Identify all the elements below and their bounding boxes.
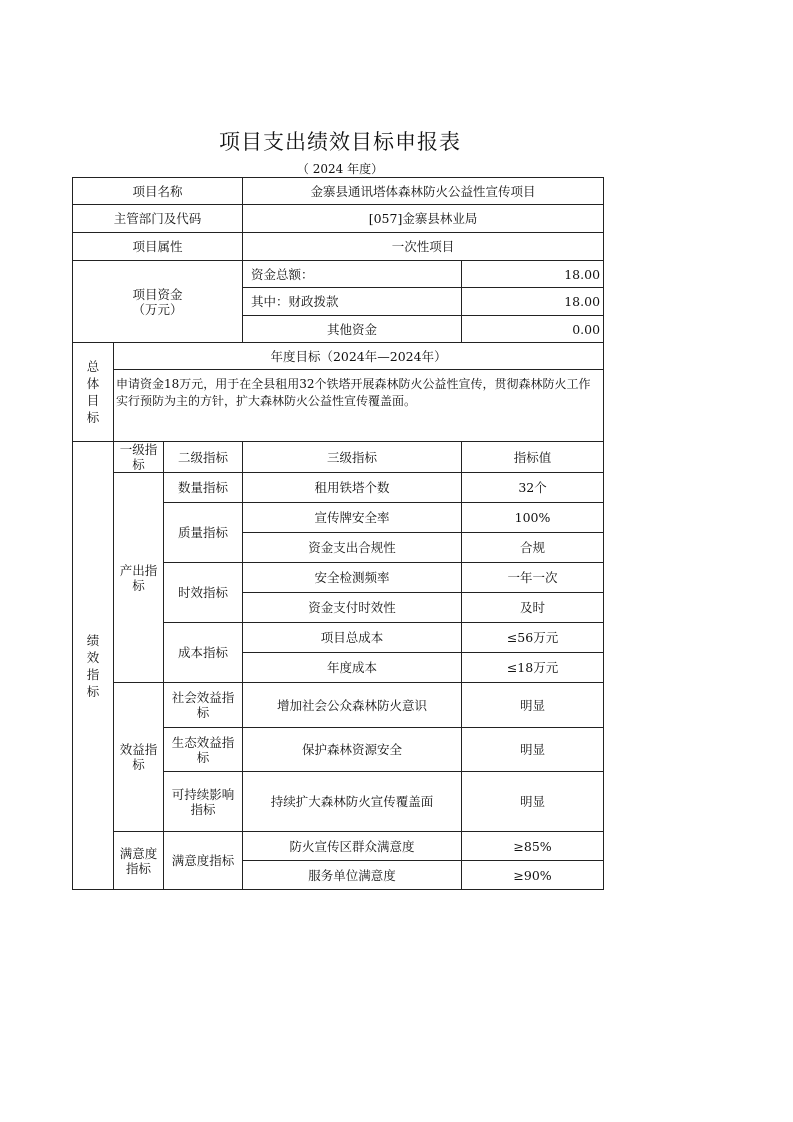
indicator-name: 服务单位满意度	[243, 861, 462, 890]
indicator-name: 持续扩大森林防火宣传覆盖面	[243, 772, 462, 832]
indicator-value: 及时	[462, 593, 604, 623]
performance-form-table	[72, 177, 604, 890]
indicator-value: ≤18万元	[462, 653, 604, 683]
indicator-name: 年度成本	[243, 653, 462, 683]
row-funds-total	[73, 261, 604, 288]
indicator-name: 宣传牌安全率	[243, 503, 462, 533]
sustain-impact-label: 可持续影响指标	[164, 772, 243, 832]
row-goal-header	[73, 343, 604, 370]
row-indicator-header	[73, 442, 604, 473]
row-department	[73, 205, 604, 233]
indicator-value: ≤56万元	[462, 623, 604, 653]
benefit-indicator-label: 效益指标	[114, 683, 164, 832]
table-row	[73, 473, 604, 503]
funds-fiscal-label: 其中：财政拨款	[243, 288, 462, 316]
indicator-name: 增加社会公众森林防火意识	[243, 683, 462, 728]
indicator-name: 保护森林资源安全	[243, 728, 462, 772]
performance-indicator-label: 绩效指标	[73, 442, 114, 890]
cost-indicator-label: 成本指标	[164, 623, 243, 683]
funds-label-cell	[73, 261, 243, 343]
annual-goal-title: 年度目标（2024年—2024年）	[114, 343, 604, 370]
row-attribute	[73, 233, 604, 261]
funds-other-value: 0.00	[462, 316, 604, 343]
timeliness-indicator-label: 时效指标	[164, 563, 243, 623]
quality-indicator-label: 质量指标	[164, 503, 243, 563]
row-project-name	[73, 178, 604, 205]
indicator-value: ≥90%	[462, 861, 604, 890]
quantity-indicator-label: 数量指标	[164, 473, 243, 503]
attribute-value: 一次性项目	[243, 233, 604, 261]
form-title: 项目支出绩效目标申报表	[219, 130, 461, 154]
project-name-value: 金寨县通讯塔体森林防火公益性宣传项目	[243, 178, 604, 205]
table-row	[73, 832, 604, 861]
year-line: （ 2024 年度）	[296, 162, 384, 176]
indicator-value: 明显	[462, 683, 604, 728]
col-value-header: 指标值	[462, 442, 604, 473]
indicator-value: 一年一次	[462, 563, 604, 593]
funds-fiscal-value: 18.00	[462, 288, 604, 316]
col-level2-header: 二级指标	[164, 442, 243, 473]
department-value: [057]金寨县林业局	[243, 205, 604, 233]
satisfaction-sub-label: 满意度指标	[164, 832, 243, 890]
col-level1-header: 一级指标	[114, 442, 164, 473]
output-indicator-label: 产出指标	[114, 473, 164, 683]
eco-benefit-label: 生态效益指标	[164, 728, 243, 772]
indicator-value: 合规	[462, 533, 604, 563]
indicator-name: 项目总成本	[243, 623, 462, 653]
funds-total-value: 18.00	[462, 261, 604, 288]
annual-goal-text: 申请资金18万元，用于在全县租用32个铁塔开展森林防火公益性宣传，贯彻森林防火工作实行预防为主的方针，扩大森林防火公益性宣传覆盖面。	[114, 370, 604, 442]
indicator-name: 资金支出合规性	[243, 533, 462, 563]
indicator-name: 安全检测频率	[243, 563, 462, 593]
funds-unit: （万元）	[132, 301, 183, 317]
indicator-name: 防火宣传区群众满意度	[243, 832, 462, 861]
indicator-value: 明显	[462, 772, 604, 832]
department-label: 主管部门及代码	[73, 205, 243, 233]
col-level3-header: 三级指标	[243, 442, 462, 473]
satisfaction-indicator-label: 满意度指标	[114, 832, 164, 890]
table-row	[73, 683, 604, 728]
row-goal-text	[73, 370, 604, 442]
social-benefit-label: 社会效益指标	[164, 683, 243, 728]
attribute-label: 项目属性	[73, 233, 243, 261]
indicator-name: 租用铁塔个数	[243, 473, 462, 503]
funds-other-label: 其他资金	[243, 316, 462, 343]
indicator-value: 明显	[462, 728, 604, 772]
indicator-name: 资金支付时效性	[243, 593, 462, 623]
funds-label: 项目资金	[132, 286, 183, 302]
indicator-value: 32个	[462, 473, 604, 503]
indicator-value: ≥85%	[462, 832, 604, 861]
funds-total-label: 资金总额：	[243, 261, 462, 288]
overall-goal-label: 总体目标	[73, 343, 114, 442]
indicator-value: 100%	[462, 503, 604, 533]
project-name-label: 项目名称	[73, 178, 243, 205]
